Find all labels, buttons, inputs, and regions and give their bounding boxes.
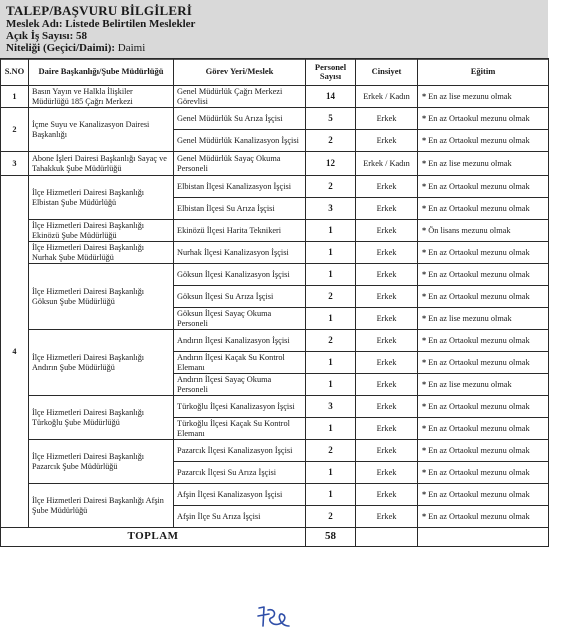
signature-icon [255, 604, 293, 630]
education-bullet: * [422, 489, 427, 499]
education-text: En az lise mezunu olmak [428, 313, 512, 323]
gender-cell: Erkek [356, 198, 418, 220]
gender-cell: Erkek [356, 462, 418, 484]
education-bullet: * [422, 335, 427, 345]
education-text: Ön lisans mezunu olmak [428, 225, 511, 235]
openings-label: Açık İş Sayısı: [6, 30, 74, 42]
gender-cell: Erkek [356, 484, 418, 506]
education-text: En az Ortaokul mezunu olmak [428, 203, 530, 213]
education-text: En az Ortaokul mezunu olmak [428, 247, 530, 257]
department-cell: İlçe Hizmetleri Dairesi Başkanlığı Pazarcık Şube Müdürlüğü [29, 440, 174, 484]
total-row [1, 528, 549, 547]
education-cell [418, 506, 549, 528]
education-bullet: * [422, 113, 427, 123]
column-header: Personel Sayısı [306, 59, 356, 86]
department-cell: İlçe Hizmetleri Dairesi Başkanlığı Elbistan Şube Müdürlüğü [29, 176, 174, 220]
count-cell: 5 [306, 108, 356, 130]
table-header-row [1, 59, 549, 86]
quality-value: Daimi [117, 42, 146, 54]
table-body [1, 86, 549, 528]
education-cell [418, 108, 549, 130]
count-cell: 1 [306, 418, 356, 440]
count-cell: 1 [306, 352, 356, 374]
count-cell: 2 [306, 330, 356, 352]
count-cell: 1 [306, 242, 356, 264]
gender-cell: Erkek [356, 440, 418, 462]
table-row [1, 242, 549, 264]
education-text: En az Ortaokul mezunu olmak [428, 423, 530, 433]
gender-cell: Erkek [356, 264, 418, 286]
column-header: Daire Başkanlığı/Şube Müdürlüğü [29, 59, 174, 86]
gender-cell: Erkek [356, 352, 418, 374]
education-cell [418, 152, 549, 176]
count-cell: 1 [306, 308, 356, 330]
total-empty-cell [356, 528, 418, 547]
table-row [1, 330, 549, 352]
position-cell: Pazarcık İlçesi Kanalizasyon İşçisi [174, 440, 306, 462]
table-row [1, 440, 549, 462]
profession-value: Listede Belirtilen Meslekler [65, 18, 196, 30]
education-text: En az Ortaokul mezunu olmak [428, 181, 530, 191]
column-header: S.NO [1, 59, 29, 86]
total-label: TOPLAM [1, 528, 306, 547]
education-cell [418, 198, 549, 220]
education-bullet: * [422, 313, 427, 323]
education-bullet: * [422, 269, 427, 279]
education-cell [418, 440, 549, 462]
department-cell: İlçe Hizmetleri Dairesi Başkanlığı Nurhak Şube Müdürlüğü [29, 242, 174, 264]
count-cell: 14 [306, 86, 356, 108]
row-number-cell: 2 [1, 108, 29, 152]
education-bullet: * [422, 445, 427, 455]
education-text: En az Ortaokul mezunu olmak [428, 445, 530, 455]
department-cell: Abone İşleri Dairesi Başkanlığı Sayaç ve Tahakkuk Şube Müdürlüğü [29, 152, 174, 176]
position-cell: Türkoğlu İlçesi Kaçak Su Kontrol Elemanı [174, 418, 306, 440]
position-cell: Afşin İlçe Su Arıza İşçisi [174, 506, 306, 528]
gender-cell: Erkek [356, 130, 418, 152]
count-cell: 3 [306, 198, 356, 220]
education-text: En az lise mezunu olmak [428, 91, 512, 101]
education-text: En az Ortaokul mezunu olmak [428, 335, 530, 345]
education-bullet: * [422, 511, 427, 521]
education-cell [418, 264, 549, 286]
count-cell: 2 [306, 506, 356, 528]
education-text: En az Ortaokul mezunu olmak [428, 113, 530, 123]
gender-cell: Erkek [356, 242, 418, 264]
education-bullet: * [422, 423, 427, 433]
count-cell: 1 [306, 484, 356, 506]
education-text: En az Ortaokul mezunu olmak [428, 511, 530, 521]
total-empty-cell [418, 528, 549, 547]
count-cell: 1 [306, 374, 356, 396]
request-info-header [0, 0, 548, 60]
education-text: En az Ortaokul mezunu olmak [428, 291, 530, 301]
gender-cell: Erkek [356, 418, 418, 440]
education-bullet: * [422, 225, 427, 235]
education-bullet: * [422, 181, 427, 191]
position-cell: Genel Müdürlük Sayaç Okuma Personeli [174, 152, 306, 176]
education-cell [418, 418, 549, 440]
openings-line [6, 30, 87, 42]
education-bullet: * [422, 158, 427, 168]
education-cell [418, 374, 549, 396]
education-cell [418, 130, 549, 152]
department-cell: Basın Yayın ve Halkla İlişkiler Müdürlüğü 185 Çağrı Merkezi [29, 86, 174, 108]
education-cell [418, 308, 549, 330]
count-cell: 2 [306, 440, 356, 462]
education-bullet: * [422, 203, 427, 213]
education-bullet: * [422, 135, 427, 145]
education-text: En az lise mezunu olmak [428, 379, 512, 389]
gender-cell: Erkek [356, 374, 418, 396]
education-text: En az lise mezunu olmak [428, 158, 512, 168]
position-cell: Andırın İlçesi Sayaç Okuma Personeli [174, 374, 306, 396]
table-row [1, 220, 549, 242]
position-cell: Elbistan İlçesi Su Arıza İşçisi [174, 198, 306, 220]
quality-label: Niteliği (Geçici/Daimi): [6, 42, 116, 54]
position-cell: Ekinözü İlçesi Harita Teknikeri [174, 220, 306, 242]
header-title: TALEP/BAŞVURU BİLGİLERİ [6, 3, 193, 18]
education-text: En az Ortaokul mezunu olmak [428, 489, 530, 499]
education-bullet: * [422, 91, 427, 101]
total-value: 58 [306, 528, 356, 547]
column-header: Görev Yeri/Meslek [174, 59, 306, 86]
count-cell: 1 [306, 264, 356, 286]
row-number-cell: 1 [1, 86, 29, 108]
position-cell: Andırın İlçesi Kaçak Su Kontrol Elemanı [174, 352, 306, 374]
position-cell: Türkoğlu İlçesi Kanalizasyon İşçisi [174, 396, 306, 418]
gender-cell: Erkek [356, 308, 418, 330]
count-cell: 1 [306, 220, 356, 242]
column-header: Eğitim [418, 59, 549, 86]
position-cell: Afşin İlçesi Kanalizasyon İşçisi [174, 484, 306, 506]
education-bullet: * [422, 357, 427, 367]
education-cell [418, 330, 549, 352]
count-cell: 2 [306, 176, 356, 198]
position-cell: Göksun İlçesi Kanalizasyon İşçisi [174, 264, 306, 286]
department-cell: İçme Suyu ve Kanalizasyon Dairesi Başkanlığı [29, 108, 174, 152]
education-cell [418, 286, 549, 308]
education-bullet: * [422, 379, 427, 389]
position-cell: Genel Müdürlük Su Arıza İşçisi [174, 108, 306, 130]
gender-cell: Erkek [356, 506, 418, 528]
position-cell: Genel Müdürlük Çağrı Merkezi Görevlisi [174, 86, 306, 108]
table-row [1, 264, 549, 286]
position-cell: Göksun İlçesi Su Arıza İşçisi [174, 286, 306, 308]
department-cell: İlçe Hizmetleri Dairesi Başkanlığı Andırın Şube Müdürlüğü [29, 330, 174, 396]
education-bullet: * [422, 291, 427, 301]
department-cell: İlçe Hizmetleri Dairesi Başkanlığı Afşin Şube Müdürlüğü [29, 484, 174, 528]
table-row [1, 152, 549, 176]
count-cell: 2 [306, 130, 356, 152]
count-cell: 3 [306, 396, 356, 418]
department-cell: İlçe Hizmetleri Dairesi Başkanlığı Göksun Şube Müdürlüğü [29, 264, 174, 330]
education-cell [418, 396, 549, 418]
count-cell: 1 [306, 462, 356, 484]
education-text: En az Ortaokul mezunu olmak [428, 401, 530, 411]
education-cell [418, 176, 549, 198]
gender-cell: Erkek [356, 396, 418, 418]
positions-table [0, 58, 549, 547]
gender-cell: Erkek / Kadın [356, 152, 418, 176]
education-text: En az Ortaokul mezunu olmak [428, 357, 530, 367]
position-cell: Andırın İlçesi Kanalizasyon İşçisi [174, 330, 306, 352]
education-cell [418, 462, 549, 484]
education-cell [418, 242, 549, 264]
gender-cell: Erkek [356, 176, 418, 198]
column-header: Cinsiyet [356, 59, 418, 86]
education-text: En az Ortaokul mezunu olmak [428, 135, 530, 145]
profession-label: Meslek Adı: [6, 18, 63, 30]
gender-cell: Erkek [356, 286, 418, 308]
quality-line [6, 42, 145, 54]
education-text: En az Ortaokul mezunu olmak [428, 467, 530, 477]
position-cell: Genel Müdürlük Kanalizasyon İşçisi [174, 130, 306, 152]
profession-line [6, 18, 195, 30]
table-row [1, 108, 549, 130]
gender-cell: Erkek [356, 220, 418, 242]
education-bullet: * [422, 401, 427, 411]
education-cell [418, 484, 549, 506]
count-cell: 2 [306, 286, 356, 308]
count-cell: 12 [306, 152, 356, 176]
table-row [1, 396, 549, 418]
position-cell: Göksun İlçesi Sayaç Okuma Personeli [174, 308, 306, 330]
gender-cell: Erkek / Kadın [356, 86, 418, 108]
position-cell: Nurhak İlçesi Kanalizasyon İşçisi [174, 242, 306, 264]
education-cell [418, 86, 549, 108]
table-row [1, 176, 549, 198]
department-cell: İlçe Hizmetleri Dairesi Başkanlığı Ekinözü Şube Müdürlüğü [29, 220, 174, 242]
education-bullet: * [422, 247, 427, 257]
table-row [1, 86, 549, 108]
row-number-cell: 4 [1, 176, 29, 528]
education-text: En az Ortaokul mezunu olmak [428, 269, 530, 279]
education-bullet: * [422, 467, 427, 477]
table-row [1, 484, 549, 506]
position-cell: Pazarcık İlçesi Su Arıza İşçisi [174, 462, 306, 484]
openings-value: 58 [76, 30, 87, 42]
education-cell [418, 220, 549, 242]
position-cell: Elbistan İlçesi Kanalizasyon İşçisi [174, 176, 306, 198]
education-cell [418, 352, 549, 374]
gender-cell: Erkek [356, 330, 418, 352]
gender-cell: Erkek [356, 108, 418, 130]
department-cell: İlçe Hizmetleri Dairesi Başkanlığı Türkoğlu Şube Müdürlüğü [29, 396, 174, 440]
row-number-cell: 3 [1, 152, 29, 176]
